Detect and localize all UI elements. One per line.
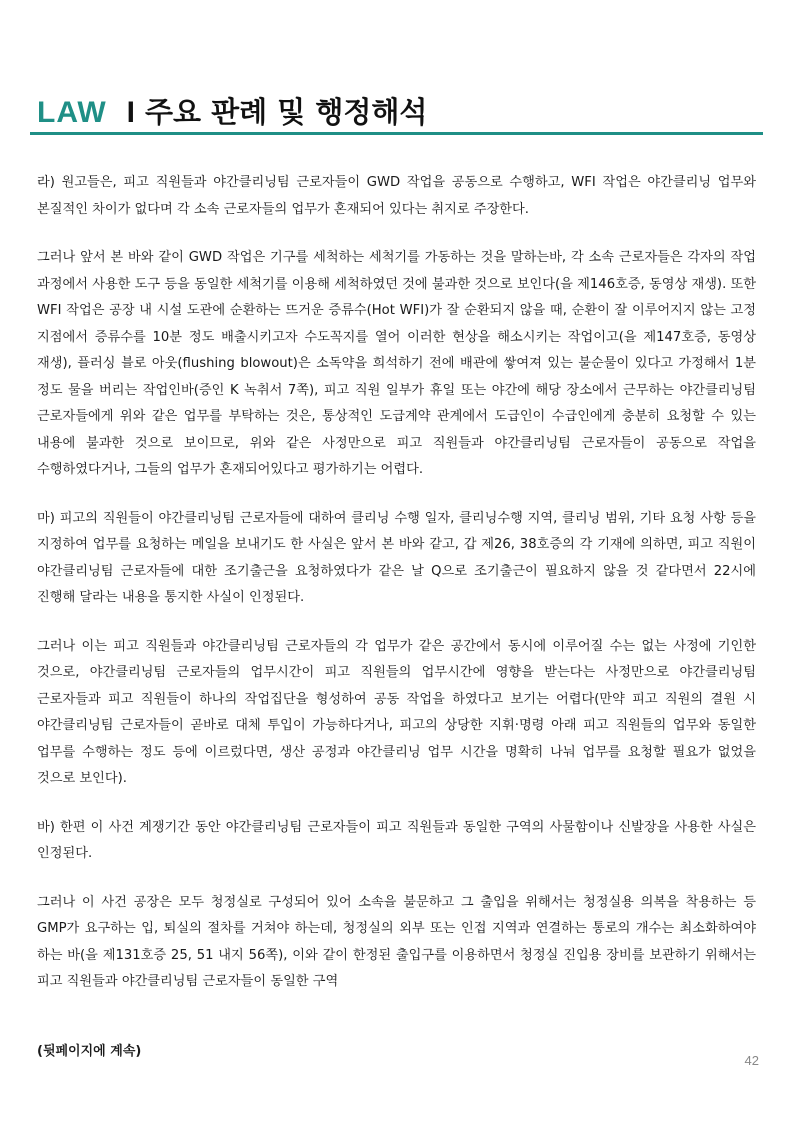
paragraph-ra-rebuttal: 그러나 앞서 본 바와 같이 GWD 작업은 기구를 세척하는 세척기를 가동하는 것을 말하는바, 각 소속 근로자들은 각자의 작업 과정에서 사용한 도구 등을 동일한 세척기를 이용해 세척하였던 것에 불과한 것으로 보인다(을 제146호증, 동영상 재생). 또한 WFI 작업은 공장 내 시설 도관에 순환하는 뜨거운 증류수(Hot WFI)가 잘 순환되지 않을 때, 순환이 잘 이루어지지 않는 고정 지점에서 증류수를 10분 정도 배출시키고자 수도꼭지를 열어 이러한 현상을 해소시키는 작업이고(을 제147호증, 동영상 재생), 플러싱 블로 아웃(flushing blowout)은 소독약을 희석하기 전에 배관에 쌓여져 있는 불순물이 있다고 가정해서 1분 정도 물을 버리는 작업인바(증인 K 녹취서 7쪽), 피고 직원 일부가 휴일 또는 야간에 해당 장소에서 근무하는 야간클리닝팀 근로자들에게 위와 같은 업무를 부탁하는 것은, 통상적인 도급계약 관계에서 도급인이 수급인에게 충분히 요청할 수 있는 내용에 불과한 것으로 보이므로, 위와 같은 사정만으로 피고 직원들과 야간클리닝팀 근로자들이 공동으로 작업을 수행하였다거나, 그들의 업무가 혼재되어있다고 평가하기는 어렵다. xyxy=(37,250,756,477)
page-header xyxy=(37,90,763,131)
header-separator: I xyxy=(126,96,135,129)
paragraph-ba-rebuttal: 그러나 이 사건 공장은 모두 청정실로 구성되어 있어 소속을 불문하고 그 출입을 위해서는 청정실용 의복을 착용하는 등 GMP가 요구하는 입, 퇴실의 절차를 거쳐야 하는데, 청정실의 외부 또는 인접 지역과 연결하는 통로의 개수는 최소화하여야 하는 바(을 제131호증 25, 51 내지 56쪽), 이와 같이 한정된 출입구를 이용하면서 청정실 진입용 장비를 보관하기 위해서는 피고 직원들과 야간클리닝팀 근로자들이 동일한 구역 xyxy=(37,894,756,989)
body-text xyxy=(37,170,756,1018)
law-label: LAW xyxy=(37,96,107,129)
continued-note: (뒷페이지에 계속) xyxy=(37,1044,142,1059)
page-number: 42 xyxy=(744,1053,759,1068)
paragraph-ba: 바) 한편 이 사건 계쟁기간 동안 야간클리닝팀 근로자들이 피고 직원들과 동일한 구역의 사물함이나 신발장을 사용한 사실은 인정된다. xyxy=(37,819,756,861)
paragraph-ra: 라) 원고들은, 피고 직원들과 야간클리닝팀 근로자들이 GWD 작업을 공동으로 수행하고, WFI 작업은 야간클리닝 업무와 본질적인 차이가 없다며 각 소속 근로자들의 업무가 혼재되어 있다는 취지로 주장한다. xyxy=(37,175,756,217)
paragraph-ma: 마) 피고의 직원들이 야간클리닝팀 근로자들에 대하여 클리닝 수행 일자, 클리닝수행 지역, 클리닝 범위, 기타 요청 사항 등을 지정하여 업무를 요청하는 메일을 보내기도 한 사실은 앞서 본 바와 같고, 갑 제26, 38호증의 각 기재에 의하면, 피고 직원이 야간클리닝팀 근로자들에 대한 조기출근을 요청하였다가 같은 날 Q으로 조기출근이 필요하지 않을 것 같다면서 22시에 진행해 달라는 내용을 통지한 사실이 인정된다. xyxy=(37,510,756,605)
header-rule xyxy=(30,132,763,135)
paragraph-ma-rebuttal: 그러나 이는 피고 직원들과 야간클리닝팀 근로자들의 각 업무가 같은 공간에서 동시에 이루어질 수는 없는 사정에 기인한 것으로, 야간클리닝팀 근로자들의 업무시간이 피고 직원들의 업무시간에 영향을 받는다는 사정만으로 야간클리닝팀 근로자들과 피고 직원들이 하나의 작업집단을 형성하여 공동 작업을 하였다고 보기는 어렵다(만약 피고 직원의 결원 시 야간클리닝팀 근로자들이 곧바로 대체 투입이 가능하다거나, 피고의 상당한 지휘·명령 아래 피고 직원들의 업무와 동일한 업무를 수행하는 정도 등에 이르렀다면, 생산 공정과 야간클리닝 업무 시간을 명확히 나눠 업무를 요청할 필요가 없었을 것으로 보인다). xyxy=(37,638,756,786)
page-title: 주요 판례 및 행정해석 xyxy=(145,95,428,129)
